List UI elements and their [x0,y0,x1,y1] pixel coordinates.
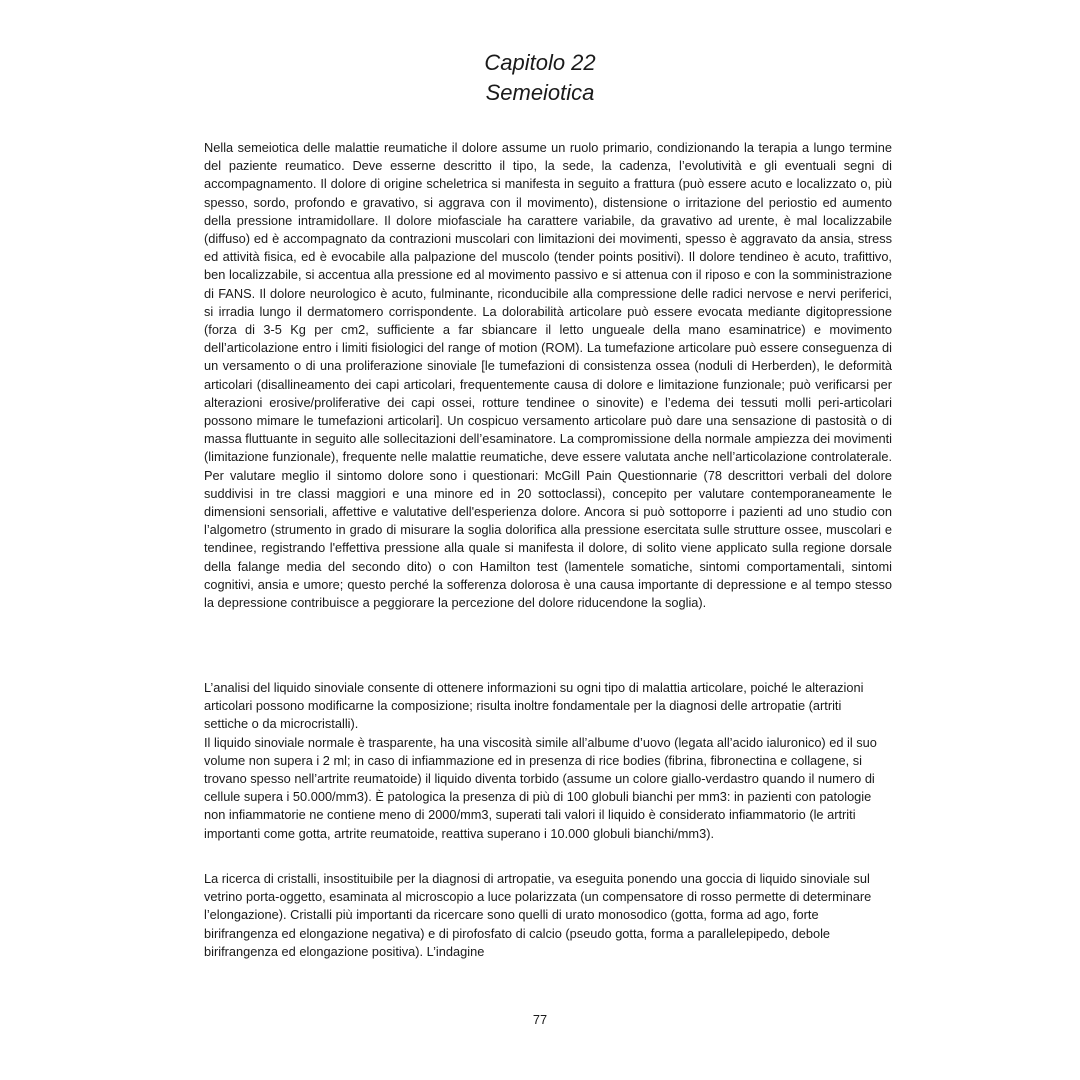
chapter-title: Semeiotica [485,80,595,105]
paragraph-synovial-fluid: L’analisi del liquido sinoviale consente di ottenere informazioni su ogni tipo di malattia articolare, poiché le alterazioni articolari possono modificarne la composizione; risulta inoltre fondamentale per la diagnosi delle artropatie (artriti settiche o da microcristalli). Il liquido sinoviale normale è trasparente, ha una viscosità simile all’albume d’uovo (legata all’acido ialuronico) ed il suo volume non supera i 2 ml; in caso di infiammazione ed in presenza di rice bodies (fibrina, fibronectina e collagene, si trovano spesso nell’artrite reumatoide) il liquido diventa torbido (assume un colore giallo-verdastro quando il numero di cellule supera i 50.000/mm3). È patologica la presenza di più di 100 globuli bianchi per mm3: in pazienti con patologie non infiammatorie ne contiene meno di 2000/mm3, superati tali valori il liquido è considerato infiammatorio (le artriti importanti come gotta, artrite reumatoide, reattiva superano i 10.000 globuli bianchi/mm3). [204,680,877,841]
page-number: 77 [532,1012,548,1027]
paragraph-crystals: La ricerca di cristalli, insostituibile per la diagnosi di artropatie, va eseguita ponendo una goccia di liquido sinoviale sul vetrino porta-oggetto, esaminata al microscopio a luce polarizzata (un compensatore di rosso permette di determinare l’elongazione). Cristalli più importanti da ricercare sono quelli di urato monosodico (gotta, forma ad ago, forte birifrangenza ed elongazione negativa) e di pirofosfato di calcio (pseudo gotta, forma a parallelepipedo, debole birifrangenza ed elongazione positiva). L’indagine [204,871,872,959]
chapter-label: Capitolo 22 [484,50,596,75]
paragraph-pain-semeiotics: Nella semeiotica delle malattie reumatiche il dolore assume un ruolo primario, condizionando la terapia a lungo termine del paziente reumatico. Deve esserne descritto il tipo, la sede, la cadenza, l’evolutività e gli eventuali segni di accompagnamento. Il dolore di origine scheletrica si manifesta in seguito a frattura (può essere acuto e localizzato o, più spesso, sordo, profondo e gravativo, si aggrava con il movimento), distensione o irritazione del periostio ed aumento della pressione intramidollare. Il dolore miofasciale ha carattere variabile, da gravativo ad urente, è mal localizzabile (diffuso) ed è accompagnato da contrazioni muscolari con limitazioni dei movimenti, spesso è aggravato da ansia, stress ed attività fisica, ed è evocabile alla palpazione del muscolo (tender points positivi). Il dolore tendineo è acuto, trafittivo, ben localizzabile, si accentua alla pressione ed al movimento passivo e si attenua con il riposo e con la somministrazione di FANS. Il dolore neurologico è acuto, fulminante, riconducibile alla compressione delle radici nervose e nervi periferici, si irradia lungo il dermatomero corrispondente. La dolorabilità articolare può essere evocata mediante digitopressione (forza di 3-5 Kg per cm2, sufficiente a far sbiancare il letto ungueale della mano esaminatrice) e movimento dell’articolazione entro i limiti fisiologici del range of motion (ROM). La tumefazione articolare può essere conseguenza di un versamento o di una proliferazione sinoviale [le tumefazioni di consistenza ossea (noduli di Herberden), le deformità articolari (disallineamento dei capi articolari, frequentemente causa di dolore e limitazione funzionale; può verificarsi per alterazioni erosive/proliferative dei capi ossei, rotture tendinee o sinovite) e l’edema dei tessuti molli peri-articolari possono mimare le tumefazioni articolari]. Un cospicuo versamento articolare può dare una sensazione di pastosità o di massa fluttuante in seguito alle sollecitazioni dell’esaminatore. La compromissione della normale ampiezza dei movimenti (limitazione funzionale), frequente nelle malattie reumatiche, deve essere valutata anche nell’articolazione controlaterale. Per valutare meglio il sintomo dolore sono i questionari: McGill Pain Questionnarie (78 descrittori verbali del dolore suddivisi in tre classi maggiori e una minore ed in 20 sottoclassi), concepito per valutare contemporaneamente le dimensioni sensoriali, affettive e valutative dell'esperienza dolore. Ancora si può sottoporre i pazienti ad uno studio con l’algometro (strumento in grado di misurare la soglia dolorifica alla pressione esercitata sulle strutture ossee, muscolari e tendinee, registrando l'effettiva pressione alla quale si manifesta il dolore, di solito viene applicato sulla regione dorsale della falange media del secondo dito) o con Hamilton test (lamentele somatiche, sintomi comportamentali, sintomi cognitivi, ansia e umore; questo perché la sofferenza dolorosa è una causa importante di depressione e al tempo stesso la depressione contribuisce a peggiorare la percezione del dolore riducendone la soglia). [204,140,892,611]
